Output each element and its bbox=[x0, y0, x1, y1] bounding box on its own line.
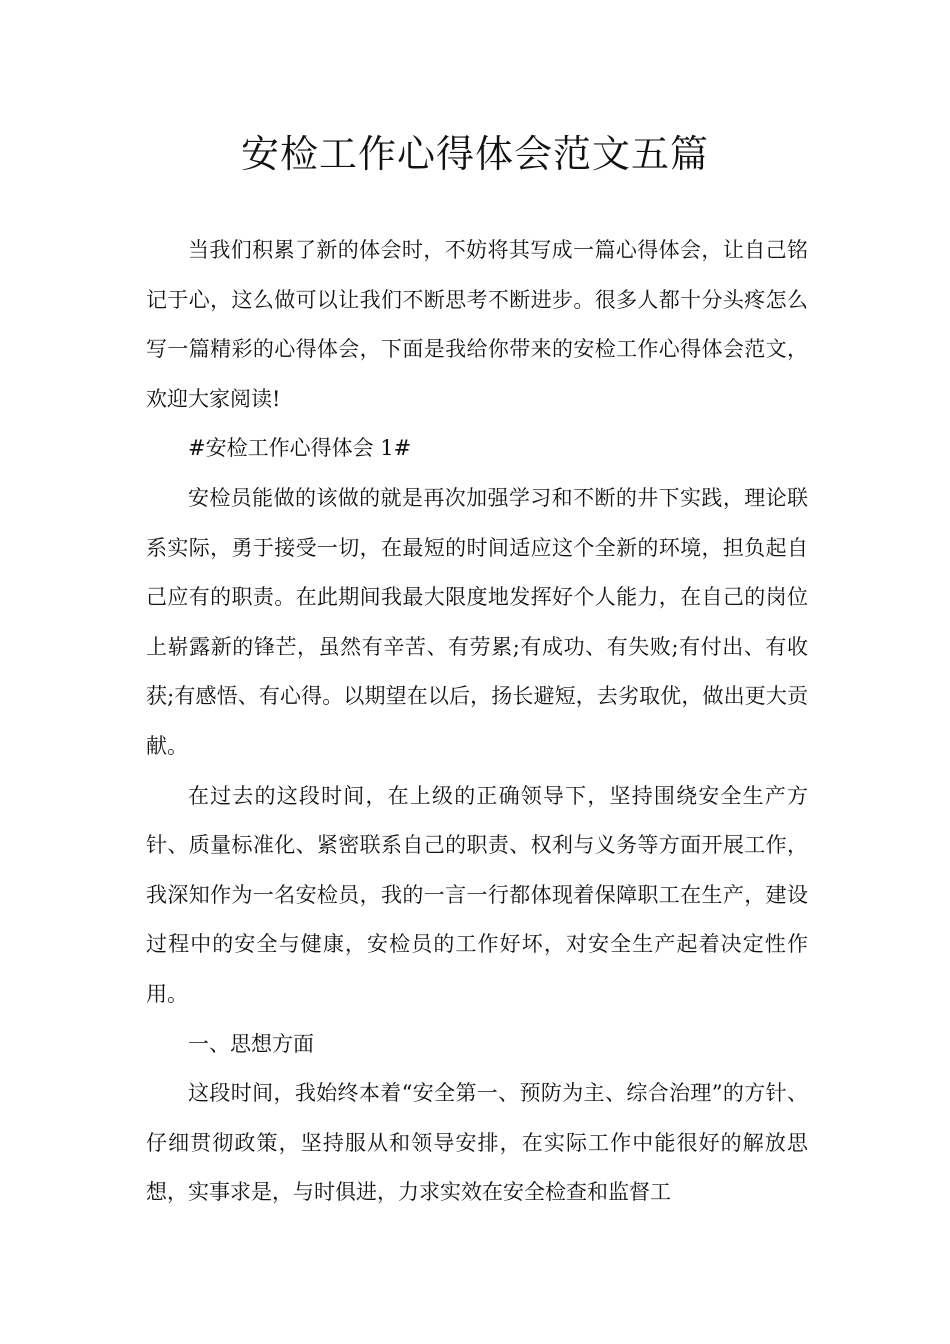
body-paragraph: 这段时间，我始终本着“安全第一、预防为主、综合治理”的方针、仔细贯彻政策，坚持服从和领导安排，在实际工作中能很好的解放思想，实事求是，与时俱进，力求实效在安全检查和监督工 bbox=[146, 1081, 808, 1205]
intro-paragraph: 当我们积累了新的体会时，不妨将其写成一篇心得体会，让自己铭记于心，这么做可以让我们不断思考不断进步。很多人都十分头疼怎么写一篇精彩的心得体会，下面是我给你带来的安检工作心得体会范文，欢迎大家阅读! bbox=[146, 238, 808, 411]
document-title: 安检工作心得体会范文五篇 bbox=[240, 132, 709, 176]
document-body bbox=[146, 226, 808, 1218]
body-paragraph: 安检员能做的该做的就是再次加强学习和不断的井下实践，理论联系实际，勇于接受一切，在最短的时间适应这个全新的环境，担负起自己应有的职责。在此期间我最大限度地发挥好个人能力，在自己的岗位上崭露新的锋芒，虽然有辛苦、有劳累;有成功、有失败;有付出、有收获;有感悟、有心得。以期望在以后，扬长避短，去劣取优，做出更大贡献。 bbox=[146, 485, 808, 758]
body-paragraph: 在过去的这段时间，在上级的正确领导下，坚持围绕安全生产方针、质量标准化、紧密联系自己的职责、权利与义务等方面开展工作，我深知作为一名安检员，我的一言一行都体现着保障职工在生产，建设过程中的安全与健康，安检员的工作好坏，对安全生产起着决定性作用。 bbox=[146, 783, 808, 1006]
subsection-heading-thought: 一、思想方面 bbox=[188, 1031, 314, 1056]
section-heading-1: #安检工作心得体会 1# bbox=[188, 436, 412, 461]
